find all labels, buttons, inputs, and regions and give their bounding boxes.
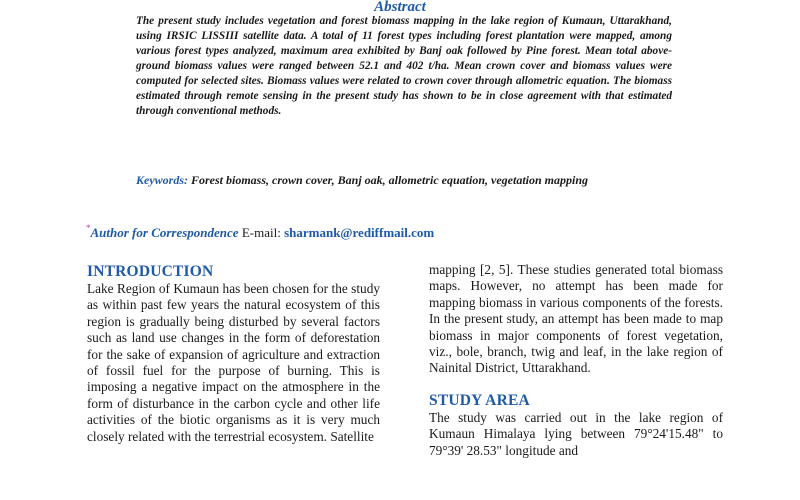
email-label: E-mail: <box>241 225 281 240</box>
email-link[interactable]: sharmank@rediffmail.com <box>284 225 435 240</box>
abstract-heading: Abstract <box>374 0 426 15</box>
keywords-text: Forest biomass, crown cover, Banj oak, allometric equation, vegetation mapping <box>191 173 589 187</box>
correspondence-marker: * <box>86 223 91 233</box>
introduction-continued-paragraph: mapping [2, 5]. These studies generated total biomass maps. However, no attempt has been made for mapping biomass in various components of the forests. In the present study, an attempt has been made to map biomass in major components of forest vegetation, viz., bole, branch, twig and leaf, in the lake region of Nainital District, Uttarakhand. <box>429 262 723 376</box>
study-area-paragraph: The study was carried out in the lake region of Kumaun Himalaya lying between 79°24'15.48" to 79°39' 28.53" longitude and <box>429 409 723 458</box>
right-column <box>429 262 723 459</box>
introduction-heading: INTRODUCTION <box>87 263 214 280</box>
page-crop-edge <box>0 490 800 500</box>
study-area-heading: STUDY AREA <box>429 391 530 409</box>
left-column <box>87 263 380 445</box>
keywords-label: Keywords: <box>136 173 188 187</box>
correspondence-line <box>86 225 434 241</box>
keywords <box>136 172 672 189</box>
abstract-text: The present study includes vegetation and forest biomass mapping in the lake region of Kumaun, Uttarakhand, using IRSIC LISSIII satellite data. A total of 11 forest types including forest plantation were mapped, among various forest types analyzed, maximum area exhibited by Banj oak followed by Pine forest. Mean total above-ground biomass values were ranged between 52.1 and 402 t/ha. Mean crown cover and biomass values were computed for selected sites. Biomass values were related to crown cover through allometric equation. The biomass estimated through remote sensing in the present study has shown to be in close agreement with that estimated through conventional methods. <box>136 15 672 117</box>
introduction-paragraph: Lake Region of Kumaun has been chosen for the study as within past few years the natural ecosystem of this region is gradually being disturbed by several factors such as land use changes in the form of deforestation for the sake of expansion of agriculture and extraction of fossil fuel for the purpose of burning. This is imposing a negative impact on the atmosphere in the form of disturbance in the carbon cycle and other life activities of the biotic organisms as it is very much closely related with the terrestrial ecosystem. Satellite <box>87 281 380 444</box>
correspondence-label: Author for Correspondence <box>90 225 239 240</box>
